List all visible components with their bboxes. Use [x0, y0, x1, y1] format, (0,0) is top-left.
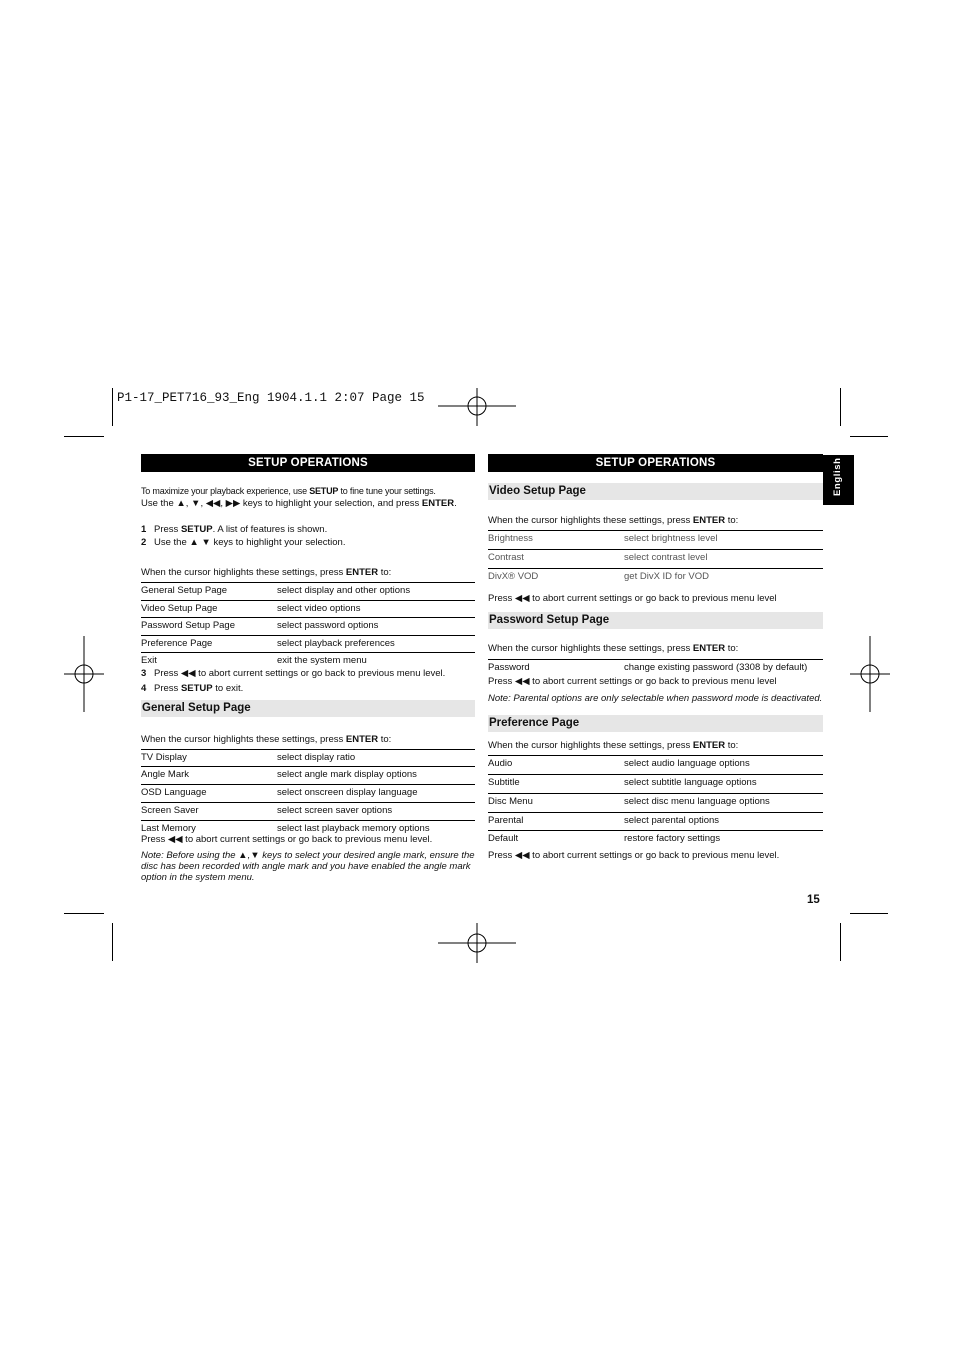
table-row: Audio select audio language options — [488, 755, 823, 772]
video-abort-text: Press ◀◀ to abort current settings or go back to previous menu level — [488, 593, 777, 604]
table-row: Exit exit the system menu — [141, 652, 475, 669]
print-header: P1-17_PET716_93_Eng 1904.1.1 2:07 Page 15 — [117, 391, 425, 405]
left-section-title: SETUP OPERATIONS — [141, 454, 475, 472]
table-row: Angle Mark select angle mark display options — [141, 766, 475, 783]
language-tab — [823, 455, 854, 505]
general-abort-text: Press ◀◀ to abort current settings or go back to previous menu level. — [141, 834, 433, 845]
preference-cursor-instruction: When the cursor highlights these settings, press ENTER to: — [488, 740, 739, 751]
preference-abort-text: Press ◀◀ to abort current settings or go back to previous menu level. — [488, 850, 780, 861]
step-2: 2 Use the ▲ ▼ keys to highlight your selection. — [141, 537, 346, 548]
table-row: Preference Page select playback preferences — [141, 635, 475, 652]
preference-table — [488, 755, 823, 847]
table-row: Password Setup Page select password options — [141, 617, 475, 634]
registration-mark-right — [850, 636, 890, 712]
step-3: 3 Press ◀◀ to abort current settings or go back to previous menu level. — [141, 668, 446, 679]
password-setup-table — [488, 659, 823, 676]
page-number: 15 — [807, 894, 820, 906]
step-1: 1 Press SETUP. A list of features is shown. — [141, 524, 328, 535]
step-4: 4 Press SETUP to exit. — [141, 683, 244, 694]
angle-note-line-3: option in the system menu. — [141, 872, 255, 883]
video-setup-heading: Video Setup Page — [488, 483, 823, 500]
table-row: Default restore factory settings — [488, 830, 823, 847]
password-note: Note: Parental options are only selectable when password mode is deactivated. — [488, 693, 823, 704]
table-row: Last Memory select last playback memory options — [141, 820, 475, 837]
main-menu-table — [141, 582, 475, 669]
general-cursor-instruction: When the cursor highlights these settings, press ENTER to: — [141, 734, 392, 745]
table-row: Password change existing password (3308 by default) — [488, 659, 823, 676]
table-row: Contrast select contrast level — [488, 549, 823, 566]
language-tab-label: English — [832, 457, 843, 496]
table-row: Parental select parental options — [488, 812, 823, 829]
password-cursor-instruction: When the cursor highlights these settings, press ENTER to: — [488, 643, 739, 654]
registration-mark-bottom — [438, 923, 516, 963]
video-setup-table — [488, 530, 823, 585]
video-cursor-instruction: When the cursor highlights these settings, press ENTER to: — [488, 515, 739, 526]
general-setup-heading: General Setup Page — [141, 700, 475, 717]
intro-line-1: To maximize your playback experience, use SETUP to fine tune your settings. — [141, 486, 436, 496]
preference-heading: Preference Page — [488, 715, 823, 732]
registration-mark-left — [64, 636, 104, 712]
table-row: TV Display select display ratio — [141, 749, 475, 766]
table-row: Brightness select brightness level — [488, 530, 823, 547]
angle-note-line-1: Note: Before using the ▲,▼ keys to select your desired angle mark, ensure the — [141, 850, 475, 861]
right-section-title: SETUP OPERATIONS — [488, 454, 823, 472]
table-row: Disc Menu select disc menu language options — [488, 793, 823, 810]
table-row: Subtitle select subtitle language options — [488, 774, 823, 791]
table-row: Video Setup Page select video options — [141, 600, 475, 617]
password-setup-heading: Password Setup Page — [488, 612, 823, 629]
intro-line-2: Use the ▲, ▼, ◀◀, ▶▶ keys to highlight your selection, and press ENTER. — [141, 498, 457, 509]
main-cursor-instruction: When the cursor highlights these settings, press ENTER to: — [141, 567, 392, 578]
table-row: DivX® VOD get DivX ID for VOD — [488, 568, 823, 585]
table-row: OSD Language select onscreen display language — [141, 784, 475, 801]
table-row: Screen Saver select screen saver options — [141, 802, 475, 819]
general-setup-table — [141, 749, 475, 837]
password-abort-text: Press ◀◀ to abort current settings or go back to previous menu level — [488, 676, 777, 687]
table-row: General Setup Page select display and other options — [141, 582, 475, 599]
angle-note-line-2: disc has been recorded with angle mark and you have enabled the angle mark — [141, 861, 471, 872]
registration-mark-top — [438, 388, 516, 426]
